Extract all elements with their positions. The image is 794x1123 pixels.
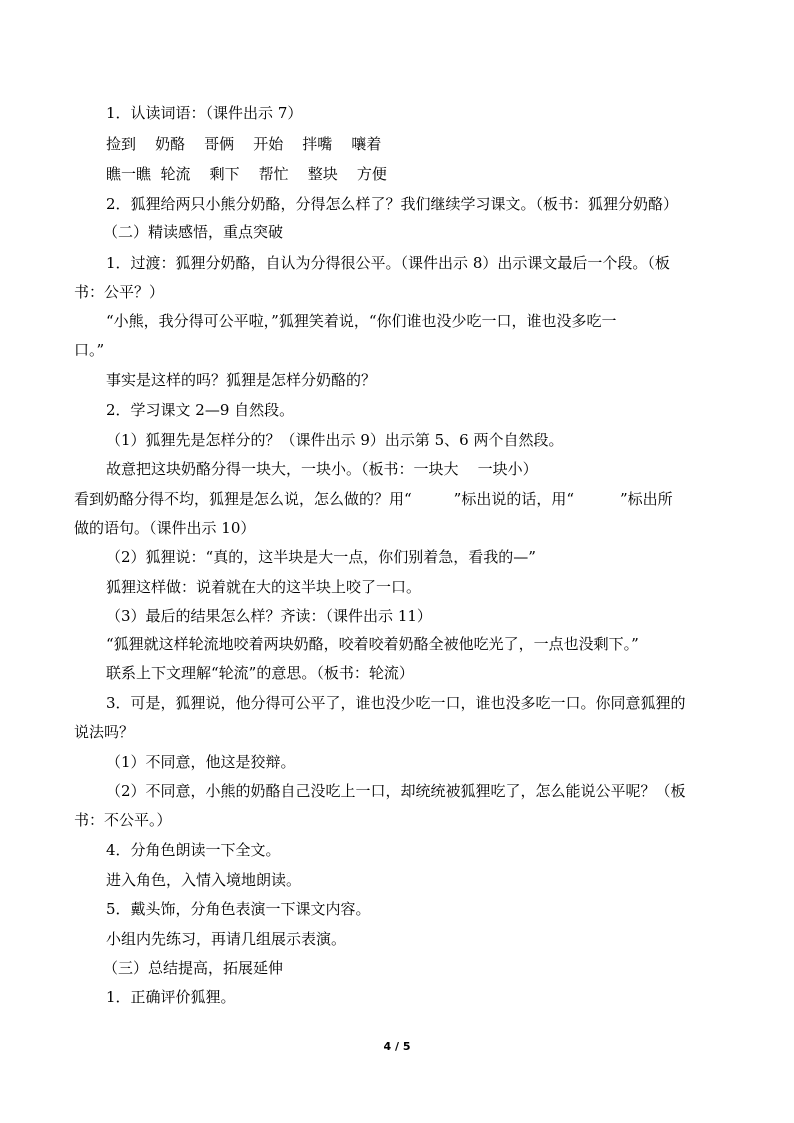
text-line: 小组内先练习，再请几组展示表演。 xyxy=(106,930,347,948)
quote-line: “狐狸就这样轮流地咬着两块奶酪，咬着咬着奶酪全被他吃光了，一点也没剩下。” xyxy=(106,635,639,653)
text-line: 书：不公平。） xyxy=(74,811,172,829)
text-line: （3）最后的结果怎么样？齐读：（课件出示 11） xyxy=(106,607,432,625)
text-line: （1）狐狸先是怎样分的？（课件出示 9）出示第 5、6 两个自然段。 xyxy=(106,431,564,449)
quote-line: 口。” xyxy=(74,341,105,359)
text-line: （2）不同意，小熊的奶酪自己没吃上一口，却统统被狐狸吃了，怎么能说公平呢？（板 xyxy=(106,782,686,800)
page-number: 4 / 5 xyxy=(383,1040,411,1053)
text-line: 书：公平？） xyxy=(74,283,165,301)
section-heading: （二）精读感悟，重点突破 xyxy=(103,223,284,241)
text-line: （2）狐狸说：“真的，这半块是大一点，你们别着急，看我的—” xyxy=(106,548,536,566)
text-line: 故意把这块奶酪分得一块大，一块小。（板书：一块大 一块小） xyxy=(106,460,538,478)
text-line: 5．戴头饰，分角色表演一下课文内容。 xyxy=(106,900,371,918)
text-line: 说法吗？ xyxy=(74,723,135,741)
text-line: 做的语句。（课件出示 10） xyxy=(74,519,256,537)
text-line: 4．分角色朗读一下全文。 xyxy=(106,841,281,859)
text-line: （1）不同意，他这是狡辩。 xyxy=(106,753,296,771)
text-line: 狐狸这样做：说着就在大的这半块上咬了一口。 xyxy=(106,578,422,596)
quote-line: “小熊，我分得可公平啦，”狐狸笑着说，“你们谁也没少吃一口，谁也没多吃一 xyxy=(106,312,617,330)
text-line: 事实是这样的吗？狐狸是怎样分奶酪的？ xyxy=(106,371,377,389)
text-line: 捡到 奶酪 哥俩 开始 拌嘴 嚷着 xyxy=(106,135,382,153)
text-line: 1．认读词语：（课件出示 7） xyxy=(106,104,303,122)
text-segment: ”标出说的话，用“ xyxy=(453,490,575,508)
text-line: 2．学习课文 2—9 自然段。 xyxy=(106,401,295,419)
text-line: 联系上下文理解“轮流”的意思。（板书：轮流） xyxy=(106,664,414,682)
text-line: 2．狐狸给两只小熊分奶酪，分得怎么样了？我们继续学习课文。（板书：狐狸分奶酪） xyxy=(106,195,679,213)
text-line: 进入角色，入情入境地朗读。 xyxy=(106,871,302,889)
section-heading: （三）总结提高，拓展延伸 xyxy=(103,959,284,977)
text-line xyxy=(74,489,673,509)
text-line: 瞧一瞧 轮流 剩下 帮忙 整块 方便 xyxy=(106,165,387,183)
text-segment: 看到奶酪分得不均，狐狸是怎么说，怎么做的？用“ xyxy=(74,490,412,508)
text-line: 1．正确评价狐狸。 xyxy=(106,988,236,1006)
text-line: 3．可是，狐狸说，他分得可公平了，谁也没少吃一口，谁也没多吃一口。你同意狐狸的 xyxy=(106,694,686,712)
text-segment: ”标出所 xyxy=(620,490,673,508)
text-line: 1．过渡：狐狸分奶酪，自认为分得很公平。（课件出示 8）出示课文最后一个段。（板 xyxy=(106,254,670,272)
